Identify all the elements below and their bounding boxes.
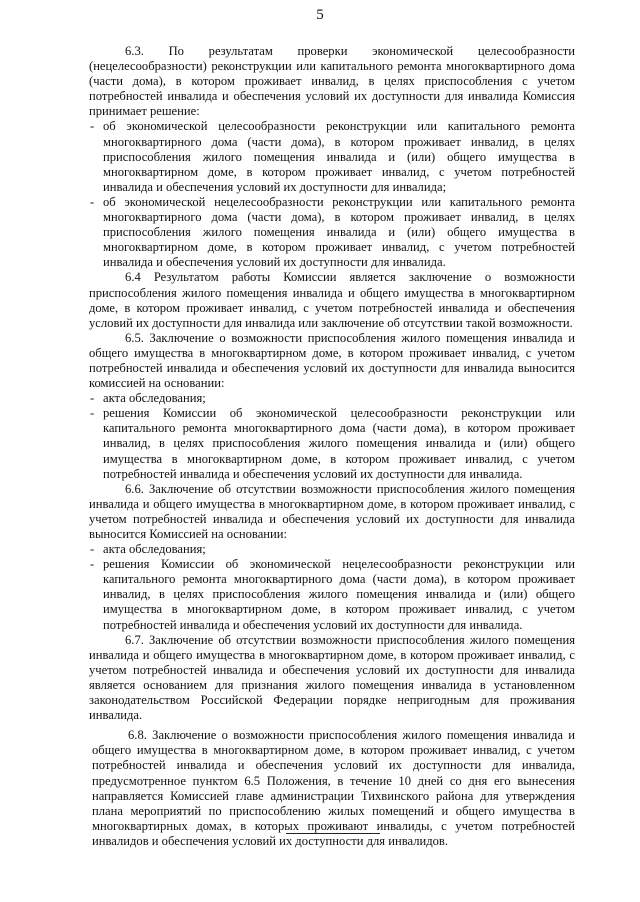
document-body [89,44,575,849]
list-item: - об экономической нецелесообразности реконструкции или капитального ремонта многоквартирного дома (части дома), в котором проживает инвалид, в целях приспособления жилого помещения инвалида и (или) общего имущества в многоквартирном доме, в котором проживает инвалид, с учетом потребностей инвалида и обеспечения условий их доступности для инвалида. [89,195,575,270]
section-6-8-text: 6.8. Заключение о возможности приспособления жилого помещения инвалида и общего имущества в многоквартирном доме, в котором проживает инвалид, с учетом потребностей инвалида и обеспечения условий их доступности для инвалида, предусмотренное пунктом 6.5 Положения, в течение 10 дней со дня его вынесения направляется Комиссией главе администрации Тихвинского района для утверждения плана мероприятий по приспособлению жилых помещений и общего имущества в многоквартирных домах, в которых проживают инвалиды, с учетом потребностей инвалидов и обеспечения условий их доступности для инвалидов. [92,728,575,848]
end-divider [286,833,380,834]
section-6-4-text: 6.4 Результатом работы Комиссии является заключение о возможности приспособления жилого помещения инвалида и общего имущества в многоквартирном доме, в котором проживает инвалид, с учетом потребностей инвалида и обеспечения условий их доступности для инвалида или заключение об отсутствии такой возможности. [89,270,575,330]
list-item: - решения Комиссии об экономической целесообразности реконструкции или капитального ремонта многоквартирного дома (части дома), в котором проживает инвалид, в целях приспособления жилого помещения инвалида и (или) общего имущества в многоквартирном доме, в котором проживает инвалид, с учетом потребностей инвалида и обеспечения условий их доступности для инвалида. [89,406,575,481]
section-6-6-text: 6.6. Заключение об отсутствии возможности приспособления жилого помещения инвалида и общего имущества в многоквартирном доме, в котором проживает инвалид, с учетом потребностей инвалида и обеспечения условий их доступности для инвалида выносится Комиссией на основании: [89,481,575,541]
section-6-6-list [89,542,575,633]
list-item: - акта обследования; [89,391,575,406]
section-6-3-text: 6.3. По результатам проверки экономической целесообразности (нецелесообразности) реконструкции или капитального ремонта многоквартирного дома (части дома), в котором проживает инвалид, в целях приспособления с учетом потребностей инвалида и обеспечения условий их доступности для инвалида Комиссия принимает решение: [89,44,575,119]
section-6-3-list [89,119,575,270]
page-number: 5 [316,7,324,23]
list-item: - решения Комиссии об экономической нецелесообразности реконструкции или капитального ремонта многоквартирного дома (части дома), в котором проживает инвалид, в целях приспособления жилого помещения инвалида и (или) общего имущества в многоквартирном доме, в котором проживает инвалид, с учетом потребностей инвалида и обеспечения условий их доступности для инвалида. [89,557,575,632]
section-6-7-text: 6.7. Заключение об отсутствии возможности приспособления жилого помещения инвалида и общего имущества в многоквартирном доме, в котором проживает инвалид, с учетом потребностей инвалида и обеспечения условий их доступности для инвалида является основанием для признания жилого помещения инвалида в установленном законодательством Российской Федерации порядке непригодным для проживания инвалида. [89,632,575,723]
section-6-5-list [89,391,575,482]
section-6-5-text: 6.5. Заключение о возможности приспособления жилого помещения инвалида и общего имущества в многоквартирном доме, в котором проживает инвалид, с учетом потребностей инвалида и обеспечения условий их доступности для инвалида выносится комиссией на основании: [89,330,575,391]
list-item: - об экономической целесообразности реконструкции или капитального ремонта многоквартирного дома (части дома), в котором проживает инвалид, в целях приспособления жилого помещения инвалида и (или) общего имущества в многоквартирном доме, в котором проживает инвалид, с учетом потребностей инвалида и обеспечения условий их доступности для инвалида; [89,119,575,194]
list-item: - акта обследования; [89,542,575,557]
